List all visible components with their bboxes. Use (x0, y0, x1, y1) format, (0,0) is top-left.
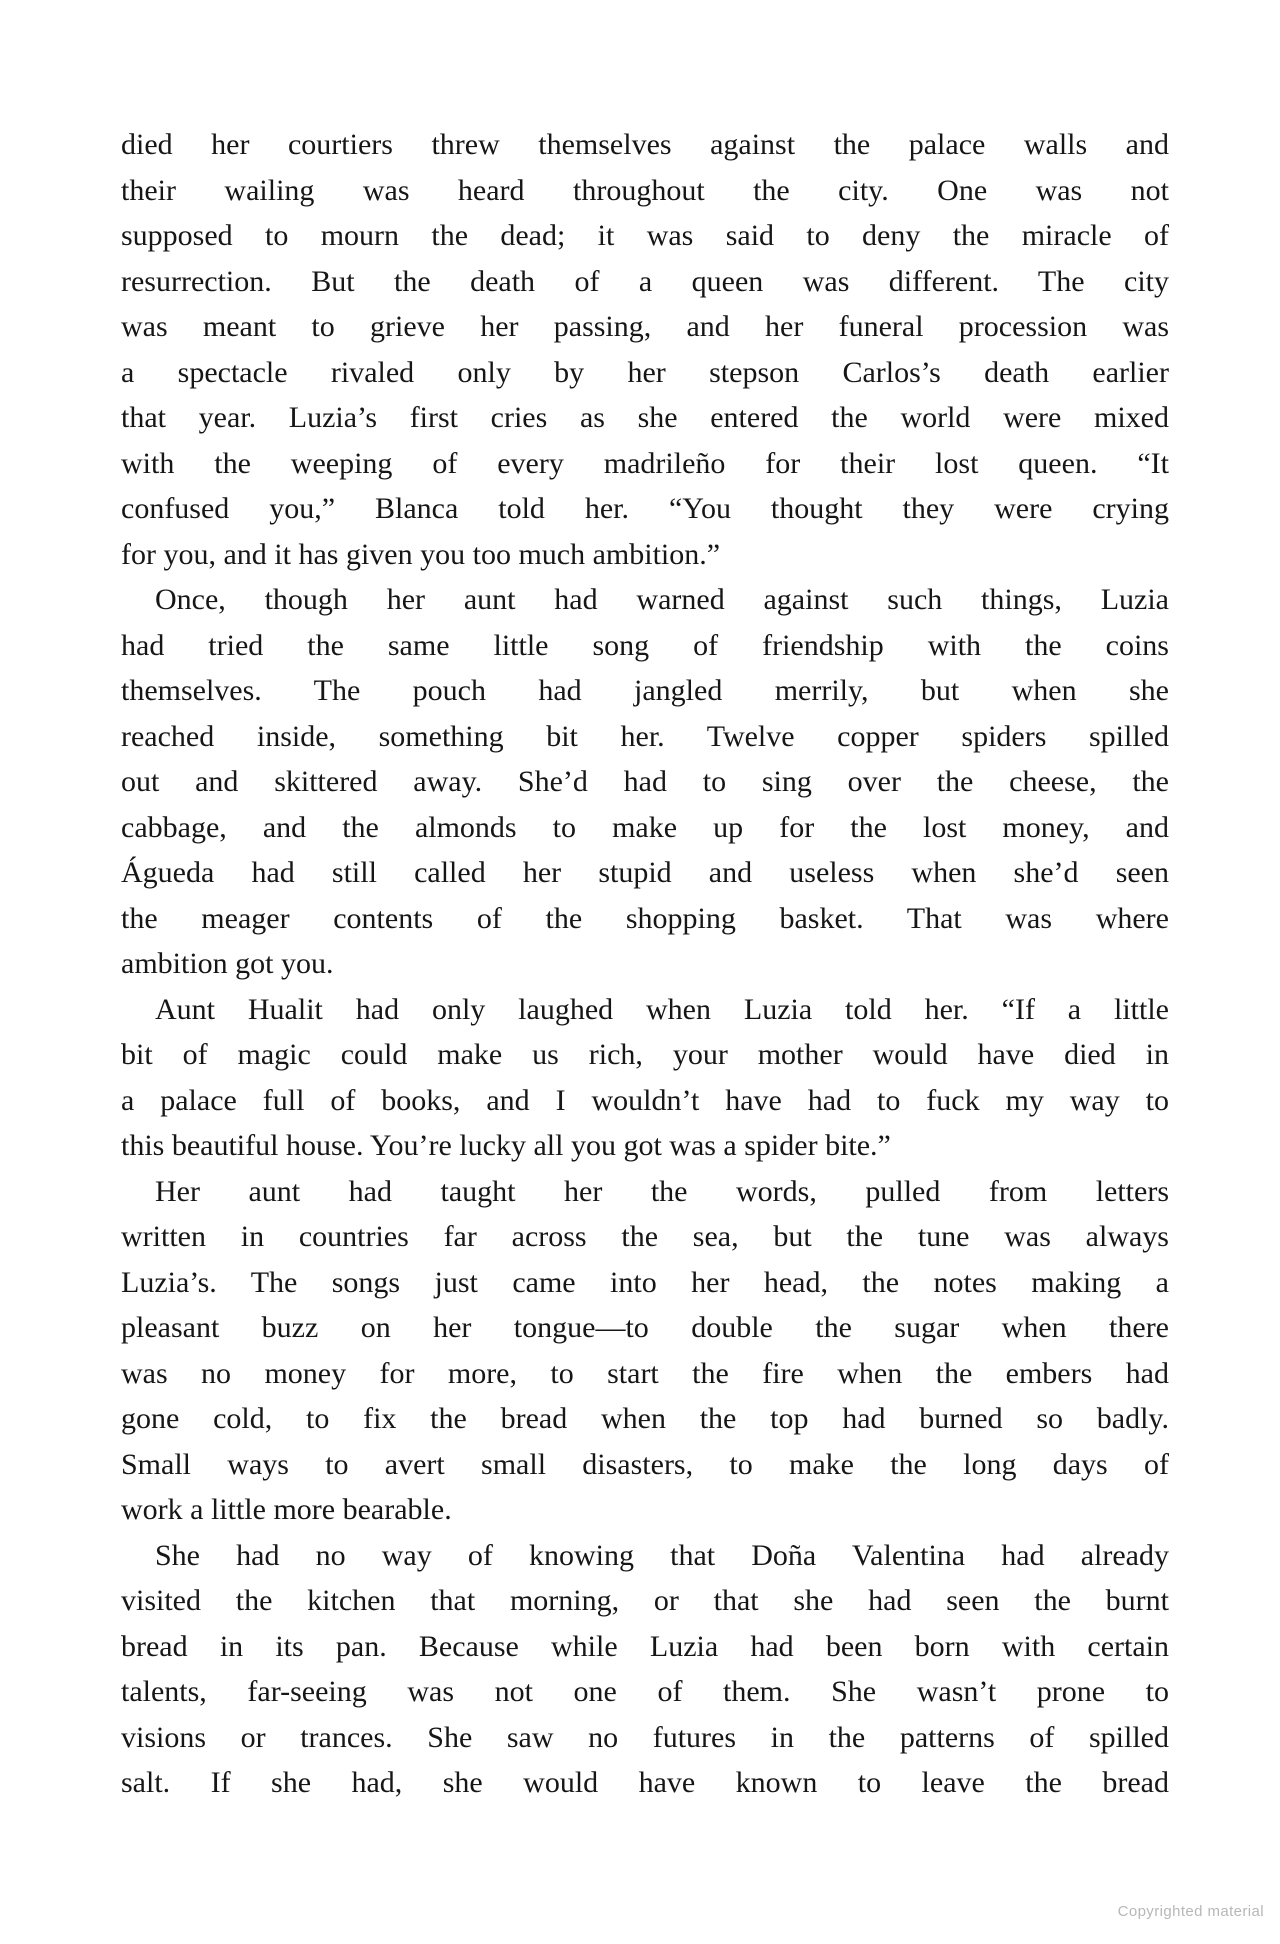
paragraph (121, 577, 1169, 987)
text-line: Small ways to avert small disasters, to make the long days of (121, 1447, 1169, 1481)
book-page-text (121, 122, 1169, 1806)
text-line: work a little more bearable. (121, 1493, 452, 1526)
text-line: gone cold, to fix the bread when the top had burned so badly. (121, 1402, 1169, 1435)
paragraph (121, 987, 1169, 1169)
text-line: with the weeping of every madrileño for their lost queen. “It (121, 446, 1169, 480)
text-line: their wailing was heard throughout the city. One was not (121, 173, 1169, 207)
text-line: had tried the same little song of friendship with the coins (121, 628, 1169, 662)
text-line: out and skittered away. She’d had to sing over the cheese, the (121, 765, 1169, 798)
text-line: was meant to grieve her passing, and her funeral procession was (121, 310, 1169, 343)
text-line: confused you,” Blanca told her. “You thought they were crying (121, 492, 1169, 525)
copyright-watermark: Copyrighted material (1117, 1903, 1264, 1920)
text-line: this beautiful house. You’re lucky all you got was a spider bite.” (121, 1129, 891, 1162)
text-line: that year. Luzia’s first cries as she entered the world were mixed (121, 401, 1169, 434)
paragraph (121, 1533, 1169, 1806)
paragraph (121, 122, 1169, 577)
text-line: Águeda had still called her stupid and useless when she’d seen (121, 856, 1169, 889)
text-line: bread in its pan. Because while Luzia had been born with certain (121, 1629, 1169, 1663)
text-line: themselves. The pouch had jangled merrily, but when she (121, 674, 1169, 707)
text-line: died her courtiers threw themselves against the palace walls and (121, 128, 1169, 161)
text-line: Her aunt had taught her the words, pulled from letters (155, 1174, 1169, 1208)
text-line: supposed to mourn the dead; it was said to deny the miracle of (121, 219, 1169, 252)
text-line: She had no way of knowing that Doña Valentina had already (155, 1538, 1169, 1572)
text-line: for you, and it has given you too much ambition.” (121, 537, 721, 571)
text-line: reached inside, something bit her. Twelve copper spiders spilled (121, 719, 1169, 753)
text-line: visions or trances. She saw no futures in the patterns of spilled (121, 1720, 1169, 1754)
text-line: ambition got you. (121, 947, 334, 980)
text-line: pleasant buzz on her tongue—to double the sugar when there (121, 1311, 1169, 1344)
text-line: resurrection. But the death of a queen was different. The city (121, 264, 1169, 298)
text-line: a spectacle rivaled only by her stepson Carlos’s death earlier (121, 355, 1169, 389)
text-line: Luzia’s. The songs just came into her head, the notes making a (121, 1265, 1169, 1299)
paragraph (121, 1169, 1169, 1533)
text-line: bit of magic could make us rich, your mother would have died in (121, 1038, 1169, 1071)
text-line: a palace full of books, and I wouldn’t have had to fuck my way to (121, 1083, 1169, 1117)
text-line: cabbage, and the almonds to make up for the lost money, and (121, 810, 1169, 844)
text-line: Aunt Hualit had only laughed when Luzia told her. “If a little (155, 992, 1169, 1026)
text-line: talents, far-seeing was not one of them. She wasn’t prone to (121, 1675, 1169, 1708)
text-line: visited the kitchen that morning, or that she had seen the burnt (121, 1584, 1169, 1617)
text-line: the meager contents of the shopping basket. That was where (121, 901, 1169, 935)
text-line: written in countries far across the sea, but the tune was always (121, 1220, 1169, 1253)
text-line: was no money for more, to start the fire when the embers had (121, 1356, 1169, 1390)
text-line: Once, though her aunt had warned against such things, Luzia (155, 583, 1169, 616)
text-line: salt. If she had, she would have known to leave the bread (121, 1766, 1169, 1799)
